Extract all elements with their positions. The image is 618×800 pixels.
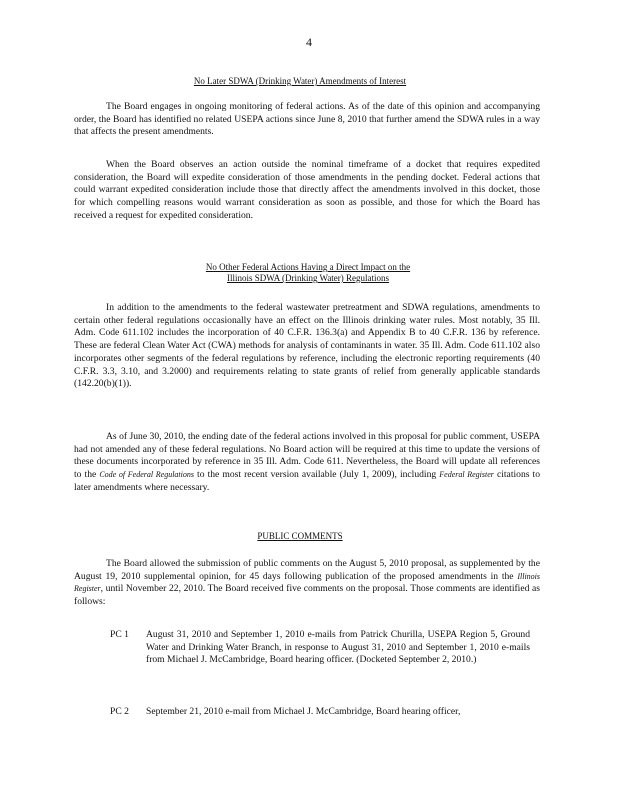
section-heading-line-1: No Other Federal Actions Having a Direct Impact on the	[205, 262, 411, 272]
paragraph-public-comments	[74, 558, 540, 609]
section-heading-line-2: Illinois SDWA (Drinking Water) Regulations	[226, 273, 390, 283]
paragraph-text: , until November 22, 2010. The Board received five comments on the proposal. Those comments are identified as follows:	[74, 583, 540, 608]
section-heading-no-later-amendments	[150, 76, 450, 87]
paragraph-expedited-consideration: When the Board observes an action outside the nominal timeframe of a docket that requires expedited consideration, the Board will expedite consideration of those amendments in the pending docket. Federal actions that could warrant expedited consideration include those that directly affect the amendments involved in this docket, those for which compelling reasons would warrant consideration as soon as possible, and those for which the Board has received a request for expedited consideration.	[74, 159, 540, 221]
paragraph-other-federal-regulations: In addition to the amendments to the federal wastewater pretreatment and SDWA regulations, amendments to certain other federal regulations occasionally have an effect on the Illinois drinking water rules. Most notably, 35 Ill. Adm. Code 611.102 includes the incorporation of 40 C.F.R. 136.3(a) and Appendix B to 40 C.F.R. 136 by reference. These are federal Clean Water Act (CWA) methods for analysis of contaminants in water. 35 Ill. Adm. Code 611.102 also incorporates other segments of the federal regulations by reference, including the electronic reporting requirements (40 C.F.R. 3.3, 3.10, and 3.2000) and requirements relating to state grants of relief from generally applicable standards (142.20(b)(1)).	[74, 302, 540, 390]
paragraph-text: The Board allowed the submission of public comments on the August 5, 2010 proposal, as supplemented by the August 19, 2010 supplemental opinion, for 45 days following publication of the proposed amendments in the	[74, 558, 540, 582]
federal-register-title: Federal Register	[439, 470, 494, 480]
pc1-label: PC 1	[110, 629, 129, 640]
illinois-register-title: Illinois Register	[74, 571, 540, 594]
pc2-text: September 21, 2010 e-mail from Michael J. McCambridge, Board hearing officer,	[146, 706, 461, 717]
pc1-text: August 31, 2010 and September 1, 2010 e-mails from Patrick Churilla, USEPA Region 5, Ground Water and Drinking Water Branch, in response to August 31, 2010 and September 1, 2010 e-mails from Michael J. McCambridge, Board hearing officer. (Docketed September 2, 2010.)	[146, 629, 530, 666]
section-heading-public-comments	[200, 531, 400, 542]
paragraph-text: citations to later amendments where necessary.	[74, 469, 541, 493]
page-number: 4	[306, 35, 312, 49]
section-heading-text: PUBLIC COMMENTS	[257, 531, 343, 541]
section-heading-text: No Later SDWA (Drinking Water) Amendments of Interest	[193, 76, 407, 86]
paragraph-no-board-action	[74, 431, 540, 495]
paragraph-text: As of June 30, 2010, the ending date of the federal actions involved in this proposal for public comment, USEPA had not amended any of these federal regulations. No Board action will be required at this time to update the versions of these documents incorporated by reference in 35 Ill. Adm. Code 611. Nevertheless, the Board will update all references to the	[74, 431, 540, 481]
section-heading-no-other-federal-actions	[150, 262, 466, 284]
cfr-title: Code of Federal Regulations	[99, 470, 194, 480]
paragraph-text: to the most recent version available (July 1, 2009), including	[193, 469, 440, 481]
paragraph-monitoring: The Board engages in ongoing monitoring of federal actions. As of the date of this opinion and accompanying order, the Board has identified no related USEPA actions since June 8, 2010 that further amend the SDWA rules in a way that affects the present amendments.	[74, 101, 540, 138]
pc2-label: PC 2	[110, 706, 129, 717]
